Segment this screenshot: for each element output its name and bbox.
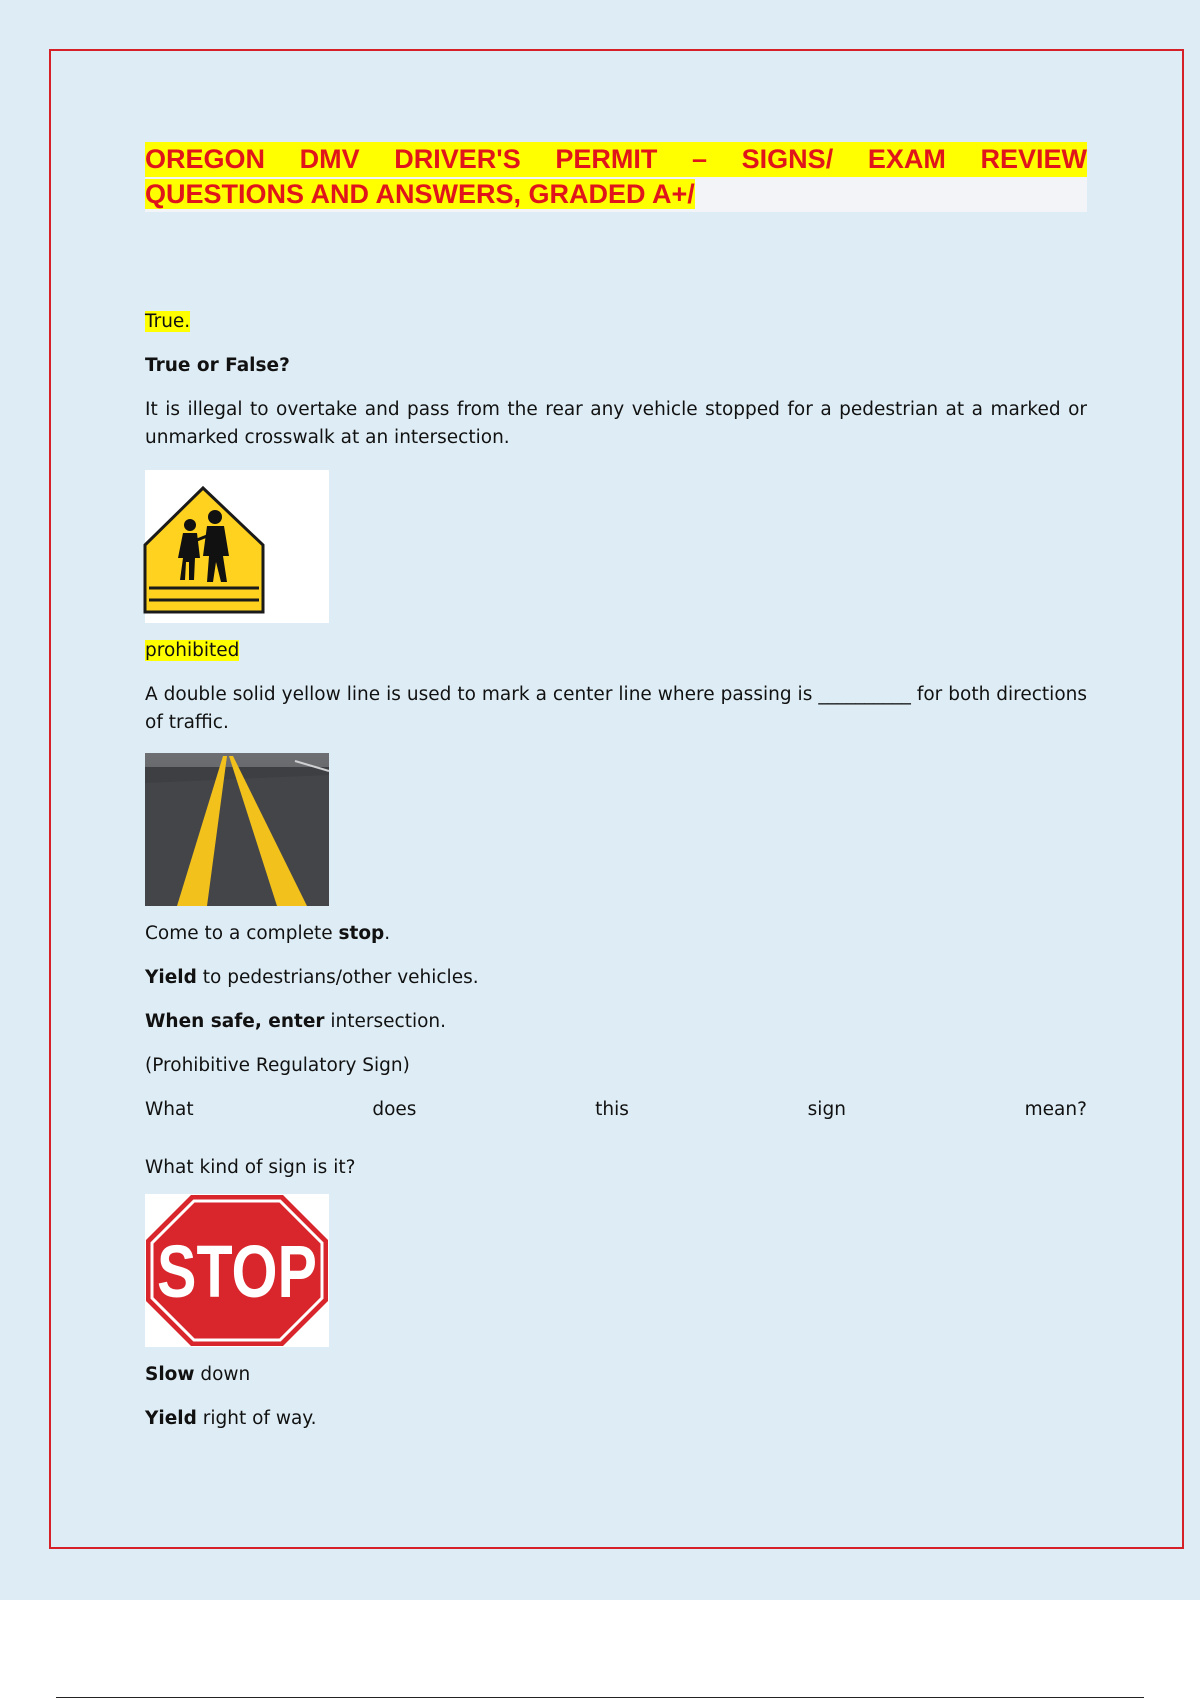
title-line-2-text: QUESTIONS AND ANSWERS, GRADED A+/ xyxy=(145,179,695,209)
stop-answer-line-4: (Prohibitive Regulatory Sign) xyxy=(145,1055,410,1076)
stop-sign-text: STOP xyxy=(157,1230,317,1313)
yield-line-2-rest: right of way. xyxy=(196,1408,317,1429)
stop-answer-line-1 xyxy=(145,920,1087,948)
stop-line-1-pre: Come to a complete xyxy=(145,923,339,944)
answer-prohibited-text: prohibited xyxy=(145,640,240,661)
question-word: does xyxy=(372,1099,417,1120)
stop-answer-line-2 xyxy=(145,964,1087,992)
road-double-yellow-icon xyxy=(145,753,329,906)
yield-answer-line-2 xyxy=(145,1405,1087,1433)
yield-answer-line-1 xyxy=(145,1361,1087,1389)
double-yellow-question: A double solid yellow line is used to mark a center line where passing is __________ for both directions of traffic. xyxy=(145,684,1087,733)
stop-line-1-post: . xyxy=(384,923,391,944)
stop-sign-image xyxy=(145,1194,1087,1347)
question-word: mean? xyxy=(1024,1099,1087,1120)
sign-kind-question: What kind of sign is it? xyxy=(145,1157,356,1178)
stop-line-1-bold: stop xyxy=(338,923,385,944)
school-crossing-sign-image xyxy=(145,470,1087,623)
footer-rule xyxy=(56,1697,1144,1698)
document-title xyxy=(145,142,1087,212)
answer-true xyxy=(145,308,1087,336)
yield-line-1-bold: Slow xyxy=(145,1364,195,1385)
double-yellow-line-image xyxy=(145,753,1087,906)
question-word: this xyxy=(595,1099,629,1120)
stop-line-2-rest: to pedestrians/other vehicles. xyxy=(196,967,479,988)
question-word: What xyxy=(145,1099,194,1120)
stop-line-2-bold: Yield xyxy=(145,967,197,988)
crosswalk-statement: It is illegal to overtake and pass from the rear any vehicle stopped for a pedestrian at a marked or unmarked crosswalk at an intersection. xyxy=(145,399,1087,448)
stop-line-3-rest: intersection. xyxy=(324,1011,447,1032)
question-word: sign xyxy=(807,1099,846,1120)
answer-true-text: True. xyxy=(145,311,191,332)
answer-prohibited xyxy=(145,637,1087,665)
true-false-prompt: True or False? xyxy=(145,355,290,376)
title-line-2 xyxy=(145,177,1087,212)
document-body xyxy=(145,142,1087,1433)
title-line-1: OREGON DMV DRIVER'S PERMIT – SIGNS/ EXAM REVIEW xyxy=(145,142,1087,177)
stop-line-3-bold: When safe, enter xyxy=(145,1011,325,1032)
yield-line-2-bold: Yield xyxy=(145,1408,197,1429)
school-crossing-sign-icon xyxy=(145,470,329,623)
stop-answer-line-3 xyxy=(145,1008,1087,1036)
sign-meaning-question xyxy=(145,1096,1087,1124)
yield-line-1-rest: down xyxy=(194,1364,251,1385)
stop-sign-icon xyxy=(145,1194,329,1347)
